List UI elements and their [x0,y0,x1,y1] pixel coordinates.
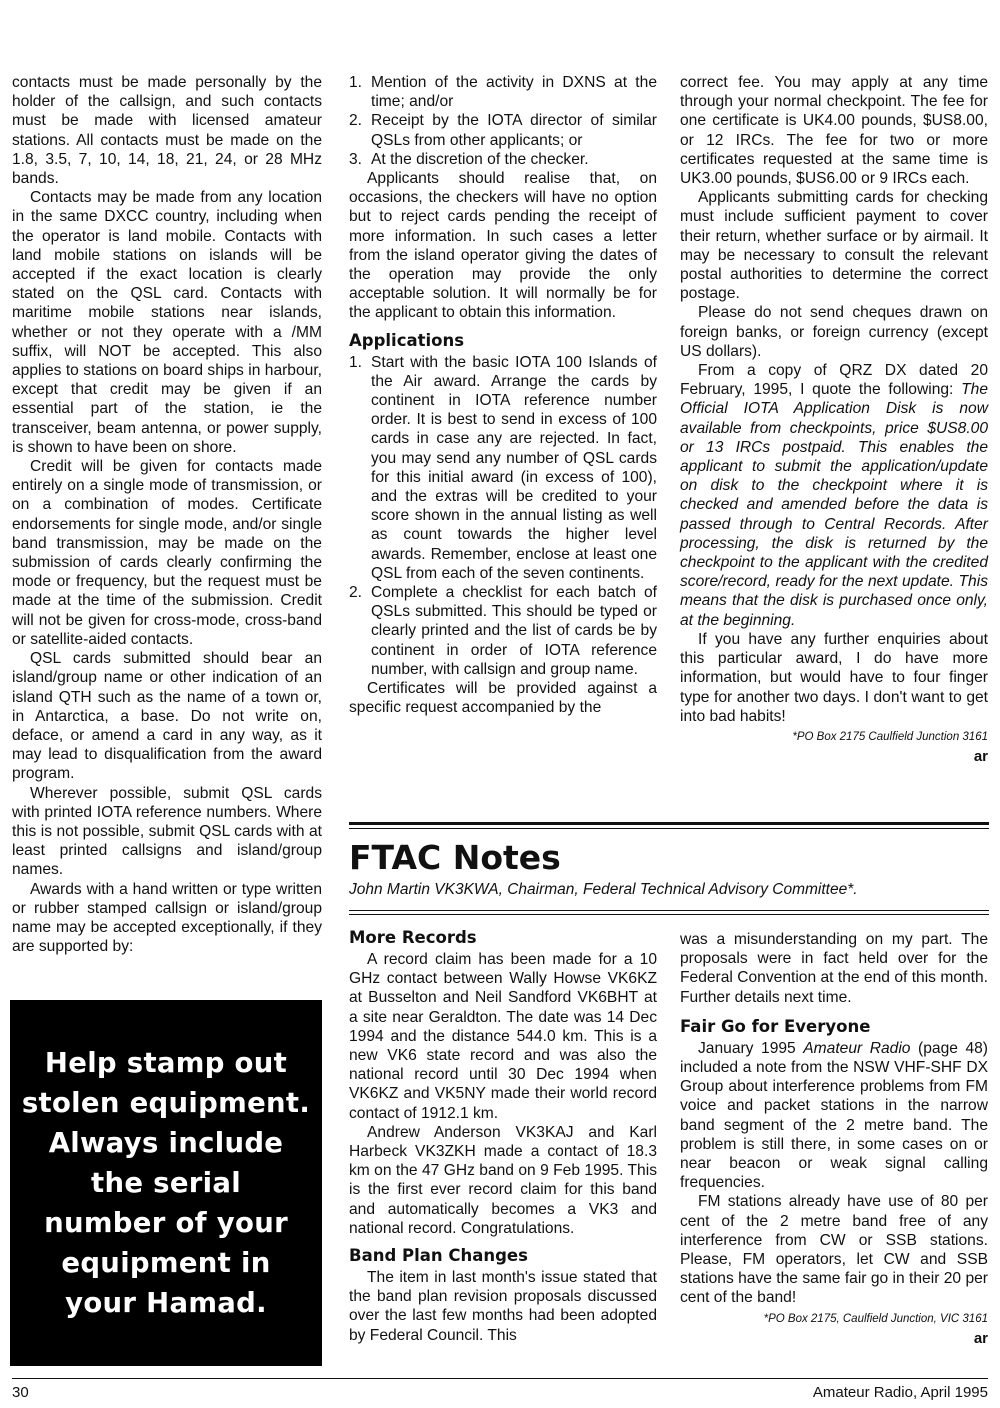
list-number: 2. [349,112,363,130]
ad-text [22,1043,310,1323]
byline-divider [349,910,989,911]
numbered-list [349,353,657,679]
text-span: January 1995 [698,1039,804,1057]
quoted-text: The Official IOTA Application Disk is now available from checkpoints, price $US8.00 or 13 IRCs postpaid. This enables the applicant to submit the application/update on disk to the checkpoint where it is checked and amended before the data is passed through to Central Records. After processing, the disk is returned by the checkpoint to the applicant with the credited score/record, ready for the next update. This means that the disk is purchased once only, at the beginning. [680,381,988,629]
author-address: *PO Box 2175 Caulfield Junction 3161 [792,730,988,743]
ad-line: stolen equipment. [21,1087,311,1119]
paragraph: The item in last month's issue stated that the band plan revision proposals discussed over the last few months had been adopted by Federal Council. This [349,1269,657,1344]
paragraph [680,1039,988,1193]
paragraph: Awards with a hand written or type written or rubber stamped callsign or island/group name may be accepted exceptionally, if they are supported by: [12,880,322,956]
paragraph: correct fee. You may apply at any time through your normal checkpoint. The fee for one certificate is UK4.00 pounds, $US8.00, or 12 IRCs. The fee for two or more certificates requested at the same time is UK3.00 pounds, $US6.00 or 9 IRCs each. [680,74,988,188]
publication-name: Amateur Radio [803,1039,911,1057]
paragraph: Please do not send cheques drawn on foreign banks, or foreign currency (except US dollars). [680,304,988,360]
page-number: 30 [12,1384,29,1401]
section-heading-band-plan: Band Plan Changes [349,1246,528,1266]
numbered-list [349,73,657,169]
paragraph: If you have any further enquiries about this particular award, I do have more information, but would have to four finger type for another two days. I don't want to get into bad habits! [680,630,988,725]
paragraph: Wherever possible, submit QSL cards with printed IOTA reference numbers. Where this is not possible, submit QSL cards with at least printed callsigns and island/group names. [12,784,322,879]
ftac-column-1 [349,922,657,1345]
section-divider [349,822,989,825]
ad-line: number of your [44,1207,288,1239]
paragraph: Andrew Anderson VK3KAJ and Karl Harbeck VK3ZKH made a contact of 18.3 km on the 47 GHz band on 9 Feb 1995. This is the first ever record claim for this band and automatically becomes a VK3 and national record. Congratulations. [349,1123,657,1237]
paragraph [680,361,988,630]
list-text: Mention of the activity in DXNS at the time; and/or [371,74,657,111]
column-3 [680,73,988,766]
list-number: 2. [349,584,363,602]
paragraph: was a misunderstanding on my part. The proposals were in fact held over for the Federal Convention at the end of this month. Further details next time. [680,931,988,1006]
list-number: 1. [349,353,363,371]
list-item [349,150,657,169]
stolen-equipment-ad [10,1000,322,1366]
byline-divider-2 [349,914,989,915]
footer-rule [12,1378,988,1379]
ad-line: your Hamad. [65,1287,267,1319]
column-2 [349,73,657,718]
list-text: Receipt by the IOTA director of similar QSLs from other applicants; or [371,112,657,149]
column-1 [12,73,322,956]
list-text: Complete a checklist for each batch of QSLs submitted. This should be typed or clearly printed and the list of cards be by continent in order of IOTA reference number, with callsign and group name. [371,584,657,678]
paragraph: contacts must be made personally by the holder of the callsign, and such contacts must be made with licensed amateur stations. All contacts must be made on the 1.8, 3.5, 7, 10, 14, 18, 21, 24, or 28 MHz bands. [12,74,322,188]
ad-line: Help stamp out [44,1047,288,1079]
ftac-column-2 [680,930,988,1348]
list-number: 1. [349,74,363,91]
end-mark: ar [973,1329,988,1347]
list-item [349,583,657,679]
list-text: At the discretion of the checker. [371,150,589,168]
paragraph: Credit will be given for contacts made entirely on a single mode of transmission, or on a combination of modes. Certificate endorsements for single mode, and/or single band transmission, may be made on the submission of cards clearly confirming the mode or frequency, but the request must be made at the time of the submission. Credit will not be given for cross-mode, cross-band or satellite-aided contacts. [12,458,322,648]
article-title: FTAC Notes [349,838,561,877]
author-address: *PO Box 2175, Caulfield Junction, VIC 3161 [763,1312,988,1325]
list-text: Start with the basic IOTA 100 Islands of the Air award. Arrange the cards by continent in IOTA reference number order. It is best to send in excess of 100 cards in case any are rejected. In fact, you may send any number of QSL cards for this initial award (in excess of 100), and the extras will be credited to your score shown in the annual listing as well as count towards the higher level awards. Remember, enclose at least one QSL from each of the seven continents. [371,353,657,582]
ad-line: equipment in [61,1247,271,1279]
paragraph: Applicants submitting cards for checking must include sufficient payment to cover their return, whether surface or by airmail. It may be necessary to consult the relevant postal authorities to determine the correct postage. [680,189,988,303]
section-heading-applications: Applications [349,330,465,350]
paragraph: QSL cards submitted should bear an island/group name or other indication of an island QTH such as the name of a town or, in Antarctica, a base. Do not write on, deface, or amend a card in any way, as it may lead to disqualification from the award program. [12,650,322,783]
list-item [349,353,657,583]
publication-footer: Amateur Radio, April 1995 [812,1384,988,1401]
list-item [349,73,657,111]
text-span: From a copy of QRZ DX dated 20 February, 1995, I quote the following: [680,362,988,399]
article-byline: John Martin VK3KWA, Chairman, Federal Technical Advisory Committee*. [349,881,858,898]
paragraph: Applicants should realise that, on occasions, the checkers will have no option but to reject cards pending the receipt of more information. In such cases a letter from the island operator giving the dates of the operation may provide the only acceptable solution. It will normally be for the applicant to obtain this information. [349,170,657,322]
paragraph: FM stations already have use of 80 per cent of the 2 metre band free of any interference from CW or SSB stations. Please, FM operators, let CW and SSB stations have the same fair go in their 20 per cent of the band! [680,1193,988,1307]
end-mark: ar [973,748,988,766]
paragraph: Certificates will be provided against a specific request accompanied by the [349,680,657,717]
paragraph: Contacts may be made from any location in the same DXCC country, including when the operator is land mobile. Contacts with land mobile stations on islands will be accepted if the exact location is clearly stated on the QSL card. Contacts with maritime mobile stations near islands, whether or not they operate with a /MM suffix, will NOT be accepted. This also applies to stations on board ships in harbour, except that credit may be given if an essential part of the station, ie the transceiver, beam antenna, or power supply, is shown to have been on shore. [12,189,322,456]
ad-line: Always include [48,1127,284,1159]
paragraph: A record claim has been made for a 10 GHz contact between Wally Howse VK6KZ at Busselton and Neil Sandford VK6BHT at a site near Geraldton. The date was 14 Dec 1994 and the distance 544.0 km. This is a new VK6 state record and was also the national record until 30 Dec 1994 when VK6KZ and VK5NY made their world record contact of 1912.1 km. [349,951,657,1122]
list-item [349,111,657,149]
ad-line: the serial [91,1167,241,1199]
section-heading-more-records: More Records [349,928,477,947]
list-number: 3. [349,150,363,168]
text-span: (page 48) included a note from the NSW VHF-SHF DX Group about interference problems from FM voice and packet stations in the narrow band segment of the 2 metre band. The problem is still there, in some cases on or near beacon or weak signal calling frequencies. [680,1039,988,1192]
section-divider-thin [349,828,989,829]
section-heading-fair-go: Fair Go for Everyone [680,1016,871,1036]
